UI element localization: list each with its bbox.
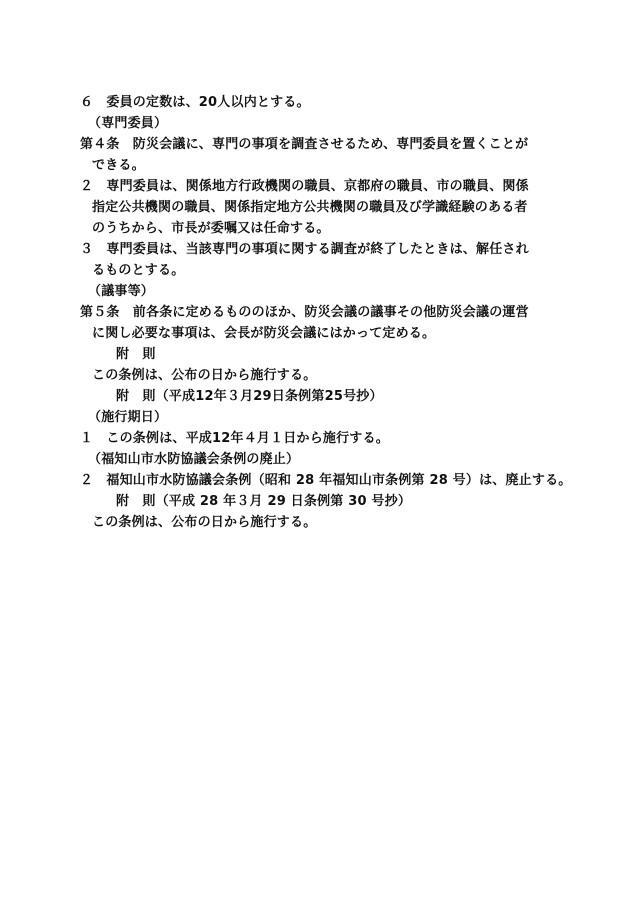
heading-effective-date: （施行期日） <box>88 410 168 425</box>
paragraph-3-continued: るものとする。 <box>92 263 185 278</box>
supplementary-provision-text-3: この条例は、公布の日から施行する。 <box>92 515 317 530</box>
article-4-continued: できる。 <box>92 158 145 173</box>
heading-proceedings: （議事等） <box>88 284 155 299</box>
heading-specialist-members: （専門委員） <box>88 116 168 131</box>
effective-date-paragraph-1: １ この条例は、平成12年４月１日から施行する。 <box>80 431 389 446</box>
article-5: 第５条 前各条に定めるもののほか、防災会議の議事その他防災会議の運営 <box>80 305 529 320</box>
article-4: 第４条 防災会議に、専門の事項を調査させるため、専門委員を置くことが <box>80 137 529 152</box>
paragraph-2-specialist-appointment: ２ 専門委員は、関係地方行政機関の職員、京都府の職員、市の職員、関係 <box>80 179 529 194</box>
paragraph-6-committee-quota: ６ 委員の定数は、20人以内とする。 <box>80 95 310 110</box>
paragraph-2-continued-2: のうちから、市長が委嘱又は任命する。 <box>92 221 330 236</box>
supplementary-provision-heading-1: 附 則 <box>116 347 156 362</box>
paragraph-2-continued-1: 指定公共機関の職員、関係指定地方公共機関の職員及び学識経験のある者 <box>92 200 528 215</box>
supplementary-provision-text-1: この条例は、公布の日から施行する。 <box>92 368 317 383</box>
supplementary-provision-heading-2: 附 則（平成12年３月29日条例第25号抄） <box>116 389 383 404</box>
abolition-paragraph-2: ２ 福知山市水防協議会条例（昭和 28 年福知山市条例第 28 号）は、廃止する。 <box>80 473 572 488</box>
heading-abolition: （福知山市水防協議会条例の廃止） <box>88 452 300 467</box>
supplementary-provision-heading-3: 附 則（平成 28 年３月 29 日条例第 30 号抄） <box>116 494 412 509</box>
paragraph-3-dismissal: ３ 専門委員は、当該専門の事項に関する調査が終了したときは、解任され <box>80 242 529 257</box>
article-5-continued: に関し必要な事項は、会長が防災会議にはかって定める。 <box>92 326 436 341</box>
